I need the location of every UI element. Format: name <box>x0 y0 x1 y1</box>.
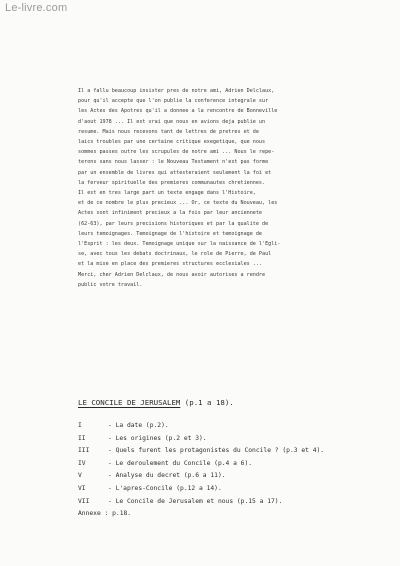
toc-number: VI <box>78 484 86 492</box>
toc-number: I <box>78 422 82 429</box>
toc-text: - Analyse du decret (p.6 a 11). <box>108 472 226 480</box>
intro-line: (62-63), par leurs precisions historiques et par la qualite de <box>78 220 269 227</box>
section-heading <box>78 398 234 407</box>
intro-line: les Actes des Apotres qu'il a donnee a la rencontre de Bonneville <box>78 108 278 115</box>
table-of-contents <box>78 420 396 521</box>
toc-entry <box>78 458 396 471</box>
intro-line: sommes passes outre les scrupules de notre ami ... Nous le repe- <box>78 149 275 156</box>
toc-entry <box>78 420 396 433</box>
intro-line: se, avec tous les debats doctrinaux, le role de Pierre, de Paul <box>78 251 272 258</box>
intro-line: public votre travail. <box>78 281 143 288</box>
intro-line: d'aout 1978 ... Il est vrai que nous en avions deja publie un <box>78 118 266 125</box>
intro-line: par un ensemble de livres qui attesteraient seulement la foi et <box>78 169 272 176</box>
intro-line: leurs temoignages. Temoignage de l'histoire et temoignage de <box>78 230 263 237</box>
watermark: Le-livre.com <box>5 2 68 14</box>
toc-number: II <box>78 434 86 442</box>
toc-entry <box>78 445 396 458</box>
intro-line: Merci, cher Adrien Delclaux, de nous avoir autorises a rendre <box>78 271 266 278</box>
toc-entry <box>78 470 396 483</box>
intro-line: l'Esprit : les deux. Temoignage unique sur la naissance de l'Egli- <box>78 241 281 248</box>
section-pages: (p.1 a 18). <box>180 398 234 407</box>
toc-entry <box>78 496 396 509</box>
intro-line: la ferveur spirituelle des premieres communautes chretiennes. <box>78 179 266 186</box>
toc-text: - Les origines (p.2 et 3). <box>108 434 207 442</box>
toc-number: V <box>78 472 82 480</box>
toc-text: - L'apres-Concile (p.12 a 14). <box>108 484 222 492</box>
annex-line: Annexe : p.18. <box>78 510 132 518</box>
intro-line: resume. Mais nous recevons tant de lettres de pretres et de <box>78 128 259 135</box>
intro-line: Actes sont infiniment precieux a la fois par leur anciennete <box>78 210 263 217</box>
toc-text: - Quels furent les protagonistes du Concile ? (p.3 et 4). <box>108 447 325 455</box>
toc-text: - Le Concile de Jerusalem et nous (p.15 a 17). <box>108 497 283 505</box>
intro-line: laics troubles par une certaine critique exegetique, que nous <box>78 139 266 146</box>
toc-text: - La date (p.2). <box>108 422 169 429</box>
intro-line: pour qu'il accepte que l'on publie la conference integrale sur <box>78 98 269 105</box>
toc-number: VII <box>78 497 90 505</box>
intro-paragraph <box>78 86 396 290</box>
toc-number: IV <box>78 459 86 467</box>
toc-entry <box>78 433 396 446</box>
intro-line: et de ce nombre le plus precieux ... Or, ce texte du Nouveau, les <box>78 200 278 207</box>
intro-line: Il a fallu beaucoup insister pres de notre ami, Adrien Delclaux, <box>78 88 275 94</box>
intro-line: et la mise en place des premieres structures ecclesiales ... <box>78 261 263 268</box>
intro-line: terons sans nous lasser : le Nouveau Testament n'est pas forme <box>78 159 269 166</box>
intro-line: Il est en tres large part un texte engage dans l'Histoire, <box>78 190 256 197</box>
toc-entry <box>78 483 396 496</box>
toc-text: - Le deroulement du Concile (p.4 a 6). <box>108 459 253 467</box>
toc-number: III <box>78 447 90 455</box>
section-title: LE CONCILE DE JERUSALEM <box>78 398 181 407</box>
